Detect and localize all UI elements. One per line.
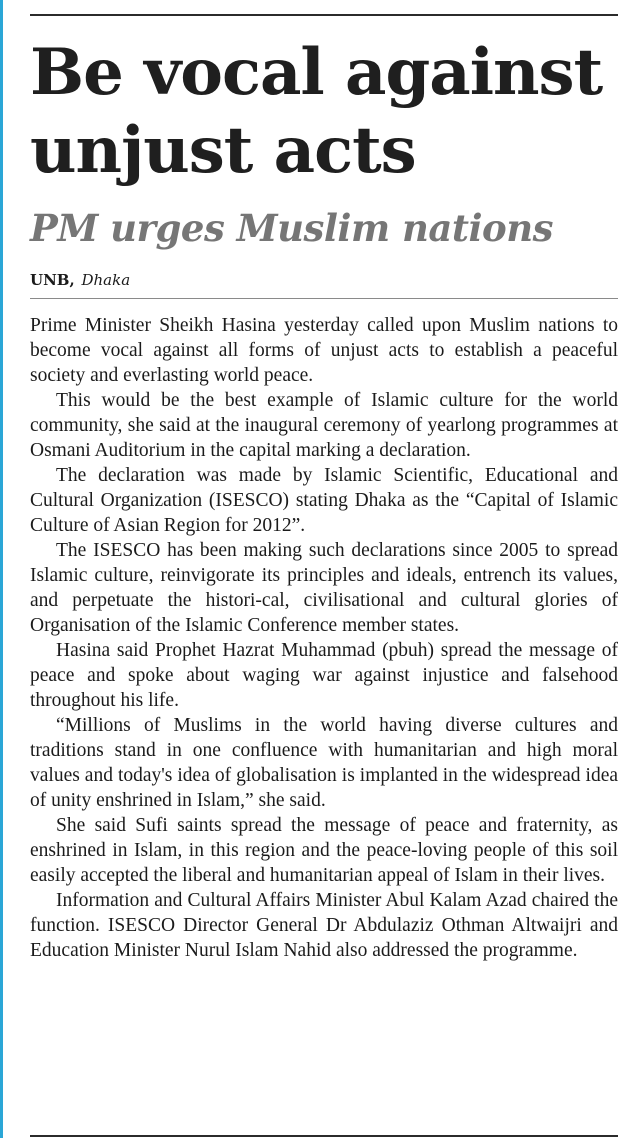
headline-line-2: unjust acts (30, 113, 416, 188)
paragraph: This would be the best example of Islamic culture for the world community, she said at the inaugural ceremony of yearlong programmes at Osmani Auditorium in the capital marking a declaration. (30, 390, 618, 461)
byline (30, 270, 618, 290)
paragraph: The declaration was made by Islamic Scientific, Educational and Cultural Organization (ISESCO) stating Dhaka as the “Capital of Islamic Culture of Asian Region for 2012”. (30, 465, 618, 536)
headline-line-1: Be vocal against (30, 35, 603, 110)
paragraph: “Millions of Muslims in the world having diverse cultures and traditions stand in one confluence with humanitarian and high moral values and today's idea of globalisation is implanted in the widespread idea of unity enshrined in Islam,” she said. (30, 715, 618, 811)
paragraph: She said Sufi saints spread the message of peace and fraternity, as enshrined in Islam, in this region and the peace-loving people of this soil easily accepted the liberal and humanitarian appeal of Islam in their lives. (30, 815, 618, 886)
paragraph: Hasina said Prophet Hazrat Muhammad (pbuh) spread the message of peace and spoke about waging war against injustice and falsehood throughout his life. (30, 640, 618, 711)
page-edge-accent (0, 0, 3, 1138)
subheadline: PM urges Muslim nations (30, 206, 553, 250)
byline-dateline: Dhaka (81, 271, 131, 289)
bottom-rule (30, 1135, 618, 1137)
paragraph: Prime Minister Sheikh Hasina yesterday called upon Muslim nations to become vocal against all forms of unjust acts to establish a peaceful society and everlasting world peace. (30, 315, 618, 386)
article-body (30, 313, 618, 963)
byline-divider (30, 298, 618, 299)
byline-agency: UNB, (30, 271, 75, 289)
news-article (30, 34, 618, 963)
paragraph: Information and Cultural Affairs Minister Abul Kalam Azad chaired the function. ISESCO Director General Dr Abdulaziz Othman Altwaijri and Education Minister Nurul Islam Nahid also addressed the programme. (30, 890, 618, 961)
headline (30, 34, 618, 190)
paragraph: The ISESCO has been making such declarations since 2005 to spread Islamic culture, reinvigorate its principles and ideals, entrench its values, and perpetuate the histori-cal, civilisational and cultural glories of Organisation of the Islamic Conference member states. (30, 540, 618, 636)
top-rule (30, 14, 618, 16)
